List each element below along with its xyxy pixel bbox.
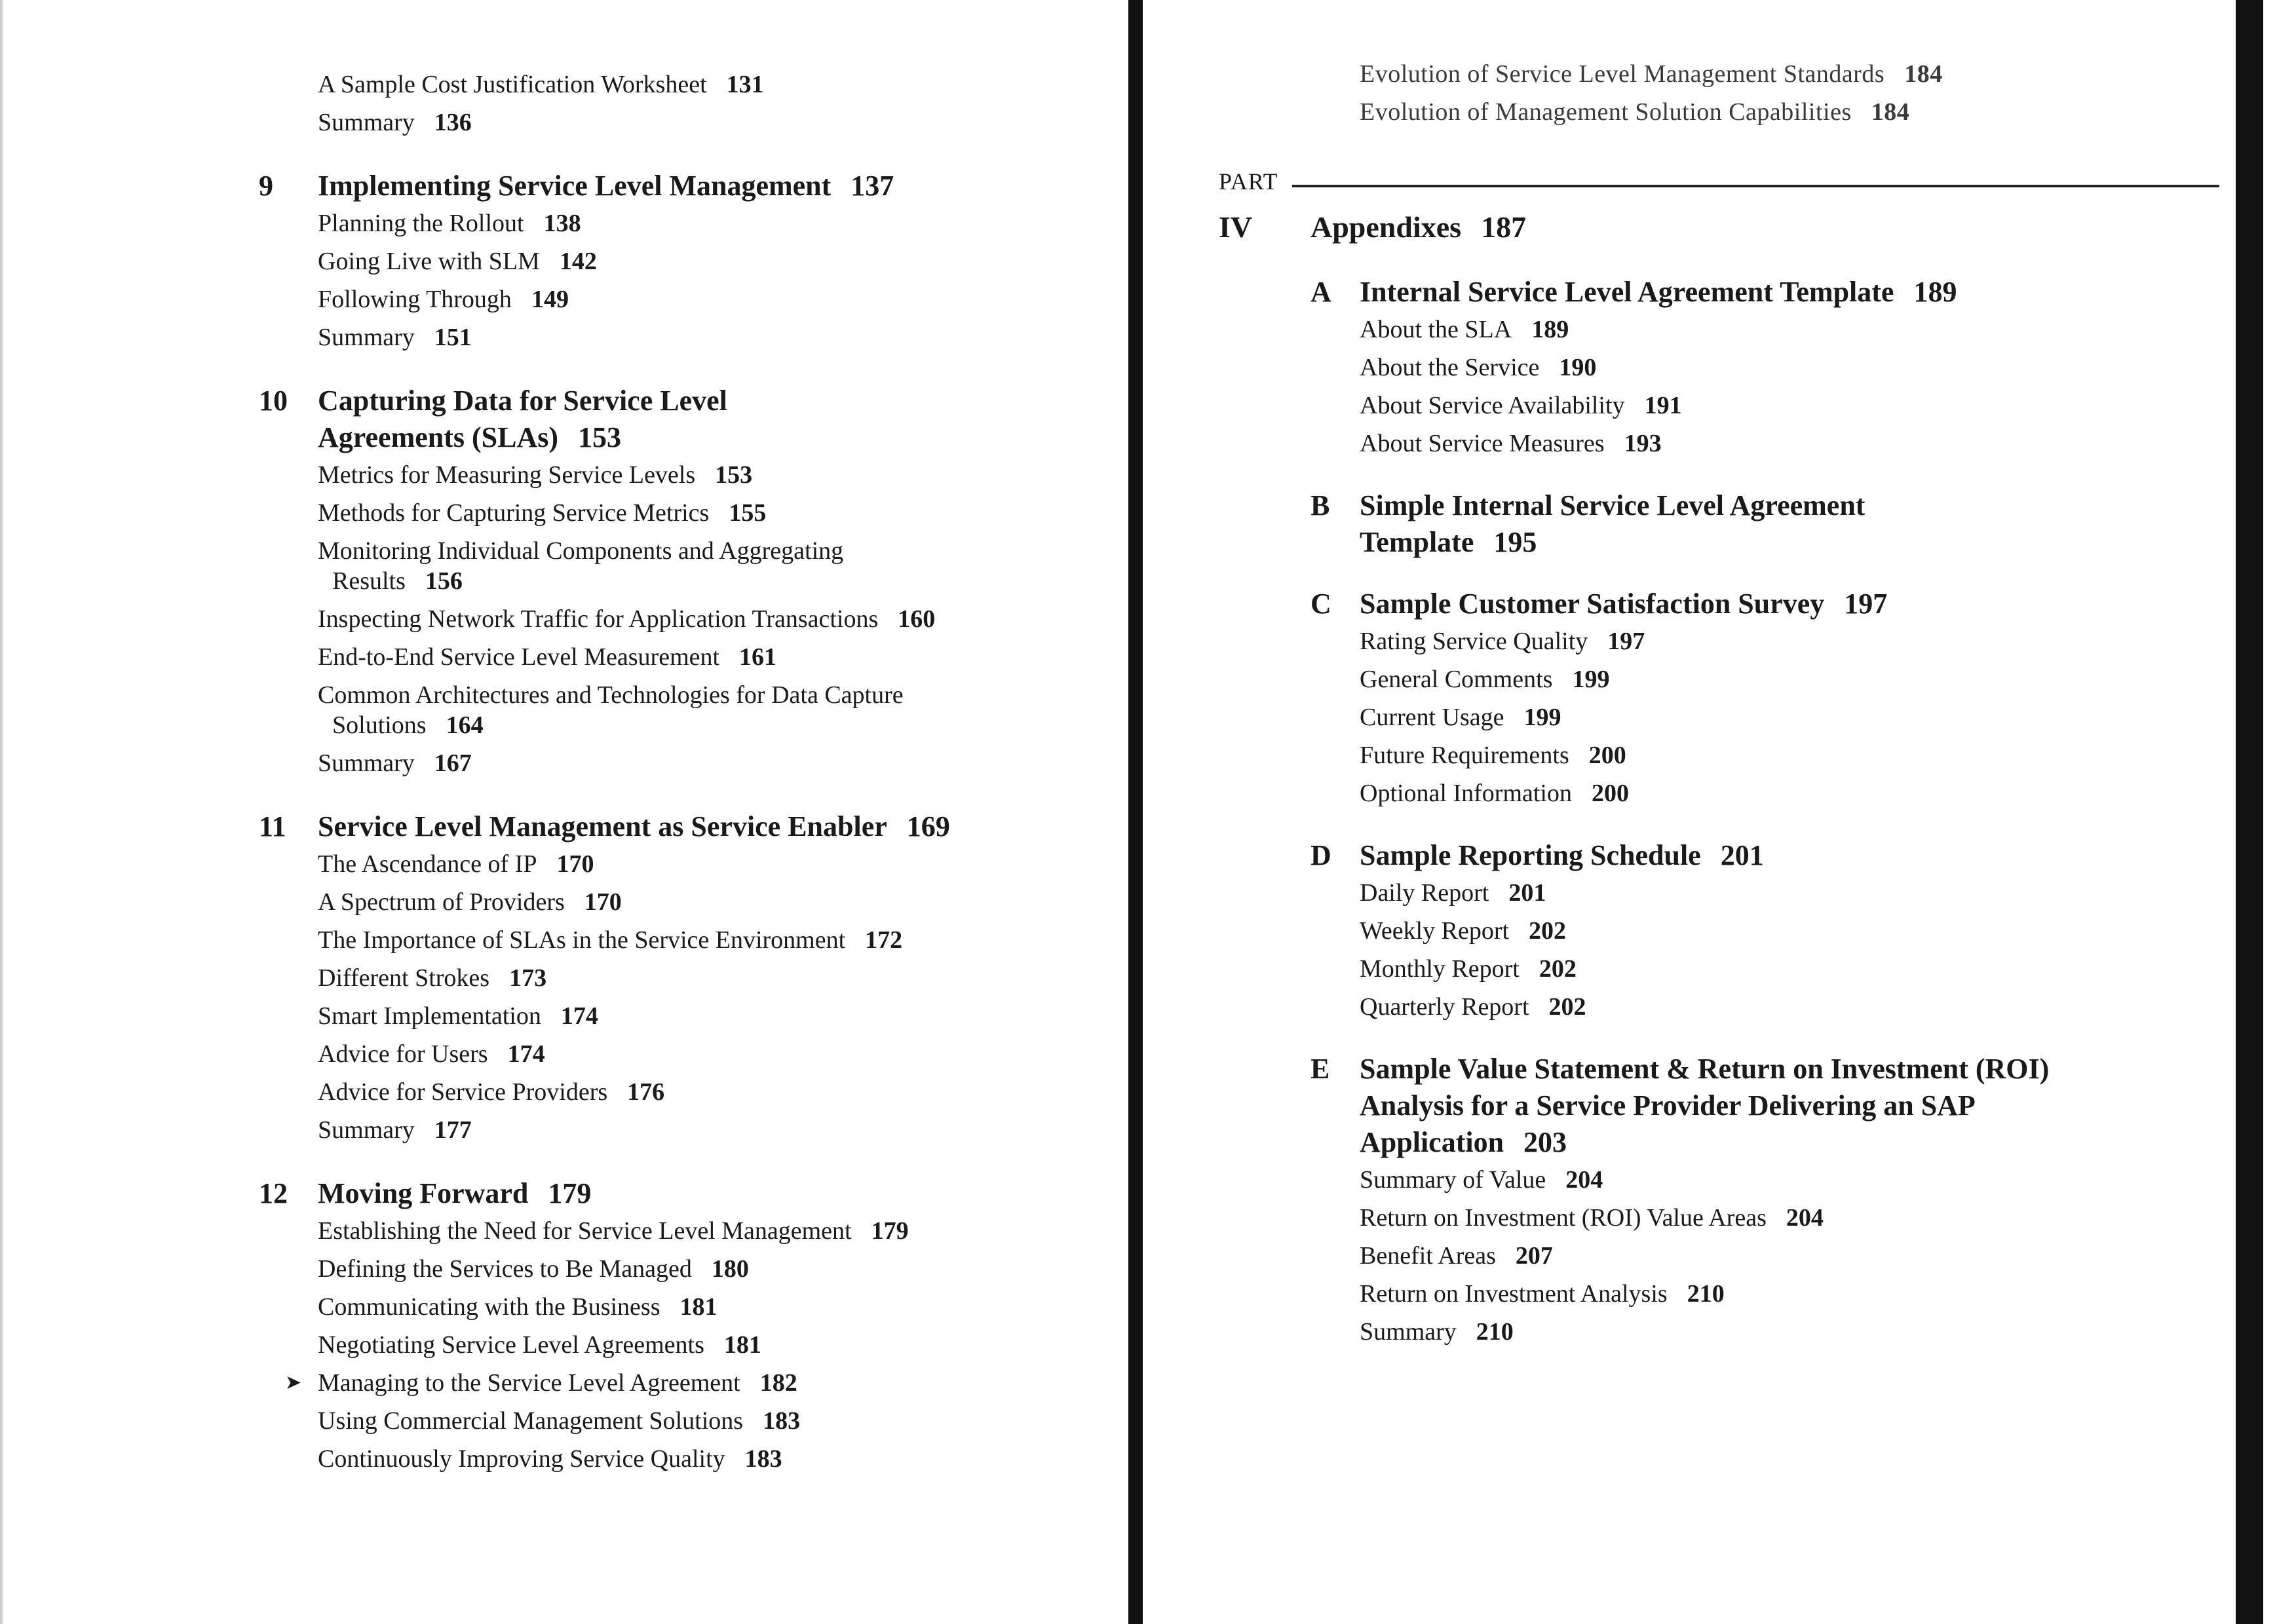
part-title-wrap	[1311, 210, 1526, 244]
entry-page: 174	[507, 1040, 545, 1068]
entry-page: 199	[1523, 704, 1561, 731]
book-gutter-shadow	[1128, 0, 1143, 1624]
entry-title: Using Commercial Management Solutions	[318, 1407, 744, 1435]
chapter-title-line: Agreements (SLAs)	[318, 421, 559, 453]
entry-page: 164	[446, 711, 484, 739]
entry-title: Smart Implementation	[318, 1002, 541, 1030]
toc-entry[interactable]	[259, 318, 1078, 356]
chapter-number: 12	[259, 1177, 288, 1209]
entry-title: End-to-End Service Level Measurement	[318, 643, 720, 671]
appendix-page: 203	[1523, 1126, 1567, 1158]
toc-entry[interactable]	[1311, 774, 2228, 812]
appendix-c	[1219, 586, 2228, 812]
toc-entry[interactable]	[1311, 950, 2228, 988]
appendix-page: 197	[1844, 588, 1888, 620]
appendix-title-line: Sample Value Statement & Return on Investment (ROI)	[1360, 1053, 2050, 1085]
entry-page: 180	[711, 1255, 749, 1283]
toc-entry[interactable]	[1311, 1199, 2228, 1237]
entry-title: Summary	[318, 324, 415, 351]
appendix-heading[interactable]	[1311, 487, 2228, 561]
appendix-a	[1219, 274, 2228, 463]
toc-entry[interactable]	[259, 104, 1078, 142]
entry-title: The Ascendance of IP	[318, 850, 537, 878]
entry-page: 197	[1607, 628, 1645, 655]
entry-page: 173	[509, 964, 547, 992]
toc-entry[interactable]	[1311, 387, 2228, 425]
entry-title: General Comments	[1360, 666, 1553, 693]
entry-title: Optional Information	[1360, 780, 1572, 807]
appendix-title-line: Application	[1360, 1126, 1504, 1158]
toc-entry[interactable]	[1219, 55, 2228, 93]
entry-title: Going Live with SLM	[318, 248, 540, 275]
entry-title: Summary	[1360, 1318, 1457, 1346]
entry-page: 160	[898, 605, 936, 633]
chapter-title: Moving Forward	[318, 1177, 529, 1209]
chapter-number: 10	[259, 385, 288, 417]
toc-entry[interactable]	[259, 242, 1078, 280]
entry-page: 191	[1644, 392, 1682, 419]
appendix-letter: A	[1311, 276, 1331, 308]
chapter-title: Implementing Service Level Management	[318, 170, 832, 202]
appendix-heading[interactable]	[1311, 837, 2228, 874]
toc-entry[interactable]	[259, 997, 1078, 1035]
entry-page: 161	[739, 643, 777, 671]
entry-page: 199	[1572, 666, 1610, 693]
chapter-10	[259, 383, 1078, 782]
part-label: PART	[1219, 168, 1278, 195]
toc-entry[interactable]	[1311, 425, 2228, 463]
entry-title: About the SLA	[1360, 316, 1512, 343]
entry-title: Future Requirements	[1360, 742, 1569, 769]
chapter-heading[interactable]	[259, 1175, 1078, 1212]
toc-entry[interactable]	[1311, 349, 2228, 387]
toc-entry[interactable]	[259, 600, 1078, 638]
chapter-11	[259, 808, 1078, 1149]
chapter-heading[interactable]	[259, 383, 1078, 456]
entry-title: Current Usage	[1360, 704, 1504, 731]
entry-title: Return on Investment Analysis	[1360, 1280, 1668, 1308]
appendix-d	[1219, 837, 2228, 1026]
entry-title: Inspecting Network Traffic for Application Transactions	[318, 605, 879, 633]
appendix-heading[interactable]	[1311, 274, 2228, 311]
appendix-e	[1219, 1051, 2228, 1351]
toc-entry[interactable]	[259, 66, 1078, 104]
entry-title: Communicating with the Business	[318, 1293, 660, 1321]
appendix-letter: C	[1311, 588, 1331, 620]
entry-title: Summary	[318, 749, 415, 777]
carryover-entries	[1219, 55, 2228, 131]
entry-page: 172	[865, 926, 903, 954]
entry-page: 170	[556, 850, 594, 878]
entry-title: Following Through	[318, 286, 512, 313]
appendix-heading[interactable]	[1311, 1051, 2228, 1161]
entry-page: 174	[560, 1002, 598, 1030]
entry-page: 181	[679, 1293, 718, 1321]
toc-entry[interactable]	[259, 1035, 1078, 1073]
chapter-9	[259, 168, 1078, 356]
toc-entry[interactable]	[259, 680, 1078, 740]
entry-page: 176	[627, 1078, 665, 1106]
entry-title: Evolution of Service Level Management Standards	[1360, 60, 1885, 88]
part-number: IV	[1219, 210, 1253, 244]
entry-page: 200	[1588, 742, 1626, 769]
toc-entry[interactable]	[1311, 912, 2228, 950]
entry-title: Establishing the Need for Service Level Management	[318, 1217, 852, 1245]
entry-page: 149	[531, 286, 569, 313]
part-page: 187	[1481, 210, 1527, 244]
entry-title: Metrics for Measuring Service Levels	[318, 461, 696, 489]
toc-entry[interactable]	[1311, 1161, 2228, 1199]
toc-entry[interactable]	[1311, 1237, 2228, 1275]
entry-page: 202	[1548, 993, 1586, 1021]
entry-page: 177	[434, 1116, 472, 1144]
entry-page: 183	[744, 1445, 782, 1473]
entry-title-line: Solutions	[332, 711, 427, 739]
appendix-page: 189	[1913, 276, 1957, 308]
appendix-b	[1219, 487, 2228, 561]
entry-title: Return on Investment (ROI) Value Areas	[1360, 1204, 1767, 1232]
entry-page: 131	[726, 71, 764, 98]
toc-entry[interactable]	[259, 845, 1078, 883]
chapter-heading[interactable]	[259, 168, 1078, 204]
pencil-mark-icon: ➤	[285, 1372, 302, 1393]
entry-title: Different Strokes	[318, 964, 490, 992]
entry-title: The Importance of SLAs in the Service Environment	[318, 926, 846, 954]
appendix-title-line: Simple Internal Service Level Agreement	[1360, 489, 1866, 521]
entry-title: Planning the Rollout	[318, 210, 524, 237]
entry-title: About the Service	[1360, 354, 1540, 381]
entry-page: 204	[1786, 1204, 1824, 1232]
entry-title: Managing to the Service Level Agreement	[318, 1369, 740, 1397]
appendix-title-line: Template	[1360, 526, 1474, 558]
right-page-toc	[1219, 55, 2228, 1351]
toc-entry[interactable]	[259, 959, 1078, 997]
toc-entry[interactable]	[1311, 311, 2228, 349]
entry-title-line: Common Architectures and Technologies for Data Capture	[318, 681, 904, 709]
chapter-page: 179	[548, 1177, 592, 1209]
toc-entry[interactable]	[259, 1212, 1078, 1250]
appendix-title-line: Analysis for a Service Provider Delivering an SAP	[1360, 1089, 1976, 1122]
toc-entry[interactable]	[259, 1250, 1078, 1288]
entry-page: 179	[871, 1217, 909, 1245]
entry-title: Advice for Service Providers	[318, 1078, 608, 1106]
entry-title: Summary	[318, 109, 415, 136]
entry-page: 207	[1515, 1242, 1553, 1270]
toc-entry[interactable]	[1311, 1313, 2228, 1351]
appendix-heading[interactable]	[1311, 586, 2228, 622]
toc-entry[interactable]	[259, 921, 1078, 959]
entry-page: 170	[584, 888, 622, 916]
appendix-letter: E	[1311, 1053, 1330, 1085]
entry-title: A Sample Cost Justification Worksheet	[318, 71, 707, 98]
entry-title: About Service Availability	[1360, 392, 1625, 419]
toc-entry[interactable]	[1311, 660, 2228, 698]
chapter-page: 137	[851, 170, 894, 202]
chapter-number: 11	[259, 810, 286, 842]
entry-title: Weekly Report	[1360, 917, 1510, 945]
toc-entry[interactable]	[1311, 874, 2228, 912]
entry-page: 193	[1624, 430, 1662, 457]
toc-entry[interactable]	[1311, 1275, 2228, 1313]
entry-page: 142	[559, 248, 597, 275]
appendix-page: 201	[1720, 839, 1764, 871]
toc-entry[interactable]	[259, 204, 1078, 242]
left-page-toc	[259, 66, 1078, 1478]
toc-entry[interactable]	[259, 1073, 1078, 1111]
toc-entry[interactable]	[259, 1111, 1078, 1149]
toc-entry[interactable]	[1311, 698, 2228, 736]
entry-page: 210	[1687, 1280, 1725, 1308]
part-divider	[1219, 168, 2228, 200]
toc-entry[interactable]	[1311, 622, 2228, 660]
toc-entry[interactable]	[259, 1364, 1078, 1402]
entry-page: 136	[434, 109, 472, 136]
entry-page: 183	[763, 1407, 801, 1435]
entry-title: Negotiating Service Level Agreements	[318, 1331, 704, 1359]
entry-page: 200	[1591, 780, 1629, 807]
toc-entry[interactable]	[259, 1326, 1078, 1364]
entry-title: Daily Report	[1360, 879, 1489, 907]
entry-page: 202	[1529, 917, 1567, 945]
entry-page: 167	[434, 749, 472, 777]
entry-page: 210	[1476, 1318, 1514, 1346]
entry-title: Continuously Improving Service Quality	[318, 1445, 725, 1473]
entry-title: Defining the Services to Be Managed	[318, 1255, 692, 1283]
appendix-letter: B	[1311, 489, 1330, 521]
toc-entry[interactable]	[1311, 988, 2228, 1026]
entry-title: Rating Service Quality	[1360, 628, 1588, 655]
entry-title-line: Monitoring Individual Components and Aggregating	[318, 537, 844, 565]
appendix-letter: D	[1311, 839, 1331, 871]
entry-title: Advice for Users	[318, 1040, 488, 1068]
chapter-12	[259, 1175, 1078, 1478]
toc-entry[interactable]	[259, 883, 1078, 921]
entry-page: 153	[715, 461, 753, 489]
entry-page: 155	[729, 499, 767, 527]
toc-entry[interactable]	[259, 1402, 1078, 1440]
toc-entry[interactable]	[259, 1440, 1078, 1478]
entry-title: A Spectrum of Providers	[318, 888, 565, 916]
chapter-page: 153	[578, 421, 622, 453]
part-rule	[1292, 185, 2219, 187]
entry-page: 202	[1539, 955, 1577, 983]
entry-title: Methods for Capturing Service Metrics	[318, 499, 710, 527]
toc-entry[interactable]	[259, 536, 1078, 596]
entry-page: 189	[1531, 316, 1569, 343]
left-page-edge	[0, 0, 3, 1624]
right-page-edge-shadow	[2236, 0, 2263, 1624]
entry-page: 190	[1559, 354, 1597, 381]
entry-page: 182	[759, 1369, 797, 1397]
chapter-title: Service Level Management as Service Enabler	[318, 810, 887, 842]
entry-title: Evolution of Management Solution Capabilities	[1360, 98, 1852, 126]
appendix-page: 195	[1493, 526, 1537, 558]
entry-title-line: Results	[332, 567, 406, 595]
part-title: Appendixes	[1311, 210, 1462, 244]
entry-title: Monthly Report	[1360, 955, 1520, 983]
entry-title: Quarterly Report	[1360, 993, 1529, 1021]
toc-entry[interactable]	[259, 744, 1078, 782]
chapter-title-line: Capturing Data for Service Level	[318, 385, 727, 417]
toc-entry[interactable]	[259, 280, 1078, 318]
entry-page: 184	[1904, 60, 1943, 88]
entry-page: 156	[425, 567, 463, 595]
entry-page: 184	[1871, 98, 1910, 126]
toc-entry[interactable]	[1219, 93, 2228, 131]
entry-title: Benefit Areas	[1360, 1242, 1496, 1270]
entry-page: 204	[1565, 1166, 1603, 1194]
appendix-title: Sample Reporting Schedule	[1360, 839, 1701, 871]
entry-page: 138	[543, 210, 581, 237]
appendix-title: Sample Customer Satisfaction Survey	[1360, 588, 1825, 620]
toc-entry[interactable]	[1311, 736, 2228, 774]
part-heading[interactable]	[1219, 210, 2228, 249]
chapter-page: 169	[906, 810, 950, 842]
entry-page: 151	[434, 324, 472, 351]
entry-title: Summary of Value	[1360, 1166, 1546, 1194]
entry-title: About Service Measures	[1360, 430, 1605, 457]
toc-entry[interactable]	[259, 1288, 1078, 1326]
entry-page: 201	[1508, 879, 1546, 907]
toc-entry[interactable]	[259, 456, 1078, 494]
entry-title: Summary	[318, 1116, 415, 1144]
toc-entry[interactable]	[259, 638, 1078, 676]
chapter-number: 9	[259, 170, 273, 202]
toc-entry[interactable]	[259, 494, 1078, 532]
chapter-heading[interactable]	[259, 808, 1078, 845]
entry-page: 181	[723, 1331, 761, 1359]
appendix-title: Internal Service Level Agreement Template	[1360, 276, 1894, 308]
